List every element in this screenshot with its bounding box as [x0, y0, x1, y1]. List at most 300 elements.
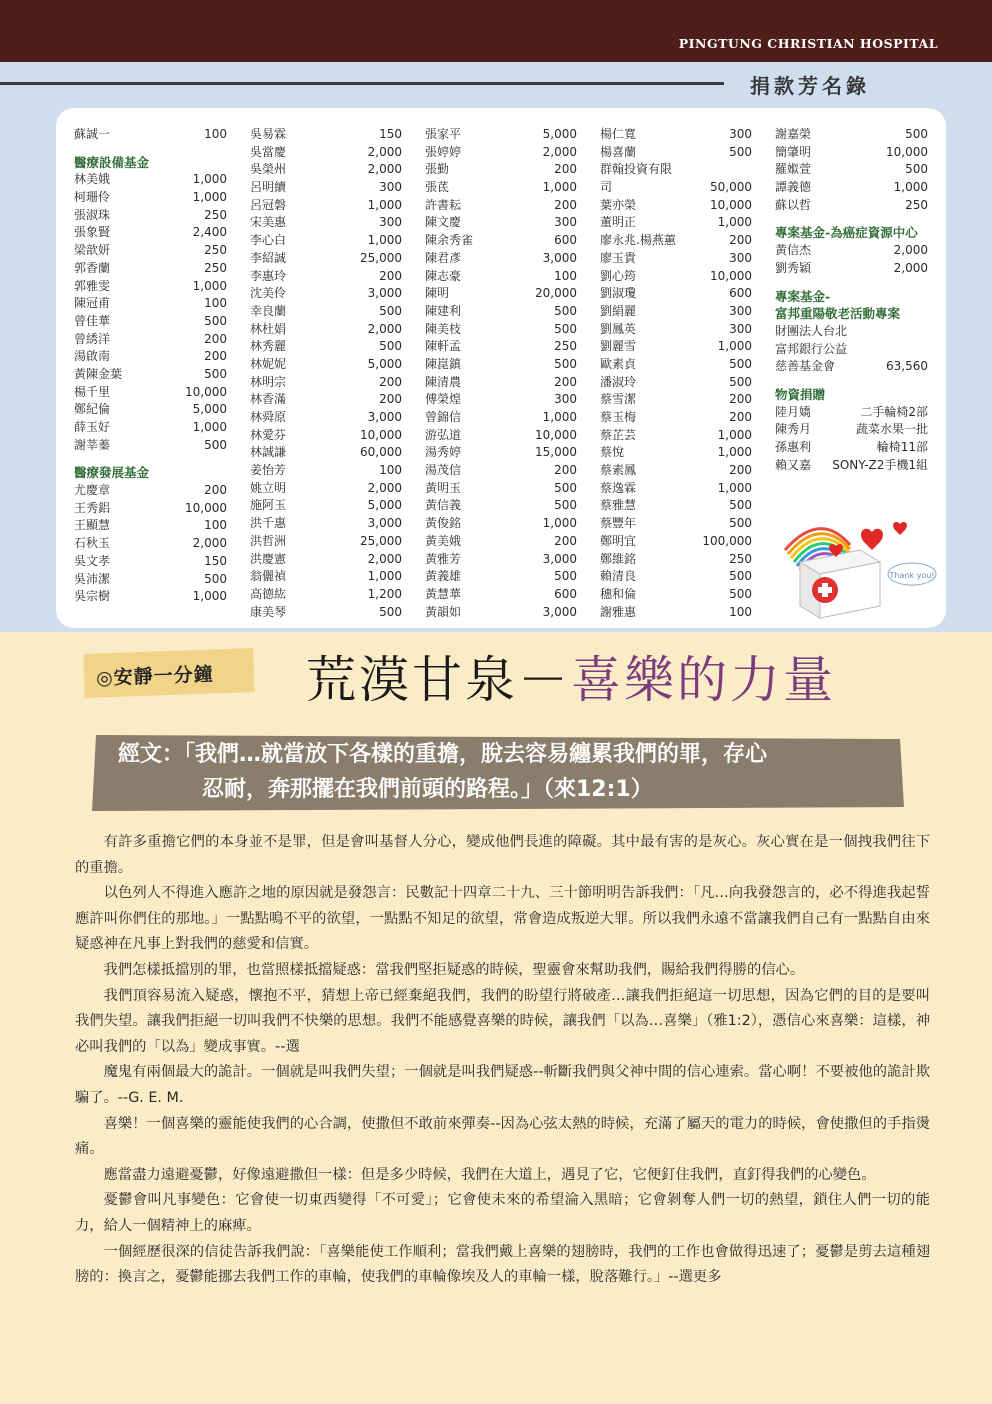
- donor-row: [775, 179, 928, 197]
- donor-name: 林愛芬: [250, 427, 287, 442]
- donor-row: [425, 321, 577, 339]
- donor-name: 薛玉好: [74, 420, 111, 434]
- donor-row: [74, 517, 227, 535]
- donation-amount: 300: [554, 392, 577, 407]
- donor-row: [250, 232, 402, 250]
- donation-amount: 200: [204, 331, 227, 346]
- donation-amount: 500: [379, 303, 402, 318]
- donation-box-illustration: [780, 510, 950, 620]
- donation-amount: 500: [729, 356, 752, 371]
- donor-name: 陳明: [425, 286, 450, 301]
- donor-row: [250, 144, 402, 162]
- donor-row: [74, 224, 227, 242]
- donation-amount: 500: [729, 498, 752, 513]
- donor-row: [74, 189, 227, 207]
- donation-amount: 600: [729, 286, 752, 301]
- donor-name: 林美娥: [74, 172, 111, 187]
- donor-row: [250, 391, 402, 409]
- donor-row: [775, 323, 928, 341]
- donation-amount: 10,000: [535, 427, 577, 442]
- donation-amount: 500: [204, 313, 227, 328]
- donation-amount: 100: [379, 463, 402, 478]
- donor-row: [250, 303, 402, 321]
- donor-name: 沈美伶: [250, 286, 287, 301]
- donor-name: 廖玉貴: [600, 250, 637, 265]
- fund-heading: 醫療發展基金: [74, 465, 150, 481]
- donor-row: [74, 331, 227, 349]
- donor-name: 姚立明: [250, 480, 287, 495]
- donor-row: [425, 497, 577, 515]
- donor-name: 陳君彥: [425, 250, 462, 265]
- donor-name: 王秀鋁: [74, 500, 111, 515]
- donation-amount: 500: [554, 321, 577, 336]
- donor-row: [600, 232, 752, 250]
- donation-amount: 5,000: [367, 356, 402, 371]
- donation-amount: 2,000: [367, 551, 402, 566]
- donation-amount: 5,000: [192, 402, 227, 417]
- donor-row: [425, 232, 577, 250]
- donation-amount: 100: [554, 268, 577, 283]
- donor-row: [600, 444, 752, 462]
- donor-name: 張婷婷: [425, 144, 462, 159]
- donor-row: [425, 533, 577, 551]
- donor-row: [600, 391, 752, 409]
- donor-row: [775, 457, 928, 475]
- fund-heading: 物資捐贈: [775, 386, 826, 402]
- donor-name: 李心白: [250, 233, 287, 248]
- donor-row: [250, 356, 402, 374]
- donor-name: 林舜原: [250, 410, 287, 424]
- donor-name: 潘淑玲: [600, 374, 637, 389]
- donation-amount: 300: [729, 321, 752, 336]
- donation-amount: 20,000: [535, 286, 577, 301]
- donation-amount: 200: [729, 463, 752, 478]
- donor-row: [600, 427, 752, 445]
- donation-amount: 二手輪椅2部: [860, 404, 928, 419]
- donor-row: [425, 197, 577, 215]
- donation-amount: 10,000: [886, 144, 928, 159]
- donor-row: [600, 409, 752, 427]
- donor-row: [74, 278, 227, 296]
- donor-row: [425, 568, 577, 586]
- donation-amount: 300: [729, 250, 752, 265]
- donor-name: 劉麗雪: [600, 339, 637, 354]
- donor-row: [775, 144, 928, 162]
- donor-row: [250, 533, 402, 551]
- fund-heading: 專案基金-為癌症資源中心: [775, 225, 918, 241]
- donor-column-2: [250, 126, 402, 621]
- donation-amount: 500: [204, 366, 227, 381]
- donor-row: [775, 358, 928, 376]
- donation-amount: 25,000: [360, 533, 402, 548]
- donor-row: [250, 551, 402, 569]
- donation-amount: 500: [729, 374, 752, 389]
- donation-amount: 500: [554, 569, 577, 584]
- donor-row: [600, 285, 752, 303]
- donation-amount: 200: [379, 392, 402, 407]
- donor-name: 林秀麗: [250, 339, 287, 354]
- donor-row: [425, 214, 577, 232]
- donation-amount: 3,000: [542, 551, 577, 566]
- donation-amount: 蔬菜水果一批: [855, 422, 928, 437]
- donor-row: [74, 419, 227, 437]
- donation-amount: 500: [204, 437, 227, 452]
- donor-row: [250, 427, 402, 445]
- donor-row: [600, 604, 752, 622]
- donor-name: 劉心筠: [600, 268, 637, 283]
- donation-amount: 1,000: [717, 427, 752, 442]
- donor-row: [425, 374, 577, 392]
- donation-amount: 輪椅11部: [876, 440, 928, 454]
- donation-amount: 2,000: [367, 162, 402, 177]
- donor-name: 湯啟南: [74, 349, 111, 364]
- donor-row: [425, 409, 577, 427]
- donor-row: [74, 588, 227, 606]
- article-paragraph: 一個經歷很深的信徒告訴我們說：「喜樂能使工作順利；當我們戴上喜樂的翅膀時，我們的工作也會做得迅速了；憂鬱是剪去這種翅膀的：換言之，憂鬱能挪去我們工作的車輪，使我們的車輪像埃及人的車輪一樣，脫落難行。」--選更多: [75, 1243, 930, 1286]
- donation-amount: 300: [554, 215, 577, 230]
- donor-name: 譚義德: [775, 180, 812, 195]
- donation-amount: 250: [729, 551, 752, 566]
- donation-amount: 2,000: [367, 321, 402, 336]
- donor-row: [775, 260, 928, 278]
- donor-name: 洪哲洲: [250, 533, 287, 548]
- donor-name: 劉絹麗: [600, 303, 637, 318]
- donor-name: 謝雅惠: [600, 604, 637, 619]
- donor-name: 高德紘: [250, 586, 287, 601]
- article-paragraph: 魔鬼有兩個最大的詭計。一個就是叫我們失望；一個就是叫我們疑惑--斬斷我們與父神中間的信心連索。當心啊！不要被他的詭計欺騙了。--G. E. M.: [75, 1064, 930, 1106]
- article-paragraph: 有許多重擔它們的本身並不是罪，但是會叫基督人分心，變成他們長進的障礙。其中最有害的是灰心。灰心實在是一個拽我們往下的重擔。: [75, 834, 930, 876]
- section-title: 捐款芳名錄: [750, 74, 870, 98]
- donation-amount: 600: [554, 233, 577, 248]
- donation-amount: 250: [554, 339, 577, 354]
- donor-row: [250, 214, 402, 232]
- donation-amount: 1,200: [367, 586, 402, 601]
- donation-amount: 250: [204, 243, 227, 258]
- donation-amount: 500: [379, 604, 402, 619]
- donor-name: 幸良蘭: [250, 303, 287, 318]
- article-paragraph: 應當盡力遠避憂鬱，好像遠避撒但一樣：但是多少時候，我們在大道上，遇見了它，它便釘住我們，直釘得我們的心變色。: [103, 1166, 876, 1183]
- donor-row: [600, 197, 752, 215]
- donor-name: 吳當慶: [250, 144, 287, 159]
- donor-name: 曾綉洋: [74, 331, 111, 346]
- donation-amount: 200: [729, 233, 752, 248]
- donor-row: [775, 421, 928, 439]
- heart-icon-small: [893, 522, 907, 535]
- donation-amount: 500: [729, 144, 752, 159]
- donation-amount: 500: [379, 339, 402, 354]
- donor-row: [775, 242, 928, 260]
- donor-name: 慈善基金會: [775, 359, 836, 374]
- donor-name: 陳清農: [425, 374, 462, 389]
- donor-name: 賴清良: [600, 569, 637, 584]
- donation-amount: 200: [204, 483, 227, 498]
- donation-amount: 200: [379, 374, 402, 389]
- donor-name: 葉亦榮: [600, 197, 637, 212]
- donation-amount: 60,000: [360, 445, 402, 460]
- donor-name: 賴又嘉: [775, 457, 812, 472]
- donor-row: [425, 586, 577, 604]
- donor-row: [250, 604, 402, 622]
- donation-amount: 1,000: [717, 445, 752, 460]
- donor-row: [600, 250, 752, 268]
- donor-name: 司: [600, 180, 613, 195]
- donor-name: 財團法人台北: [775, 323, 848, 338]
- donor-name: 黃信義: [425, 498, 462, 513]
- article-title-part2: 喜樂的力量: [571, 651, 836, 709]
- donor-name: 洪慶憲: [250, 551, 287, 566]
- donor-name: 黃俊銘: [425, 516, 462, 531]
- donor-row: [74, 242, 227, 260]
- donor-name: 尤慶章: [74, 483, 111, 498]
- donor-row: [250, 285, 402, 303]
- donor-name: 吳宗樹: [74, 589, 111, 604]
- donor-row: [250, 568, 402, 586]
- donor-name: 洪千惠: [250, 516, 287, 531]
- article-paragraph: 憂鬱會叫凡事變色：它會使一切東西變得「不可愛」；它會使未來的希望淪入黑暗；它會剝奪人們一切的熱望，鎖住人們一切的能力，給人一個精神上的麻痺。: [75, 1192, 930, 1234]
- donation-amount: 1,000: [192, 278, 227, 293]
- donor-row: [600, 321, 752, 339]
- donation-amount: 500: [729, 586, 752, 601]
- donor-name: 謝嘉榮: [775, 127, 812, 141]
- spacer: [775, 214, 928, 224]
- article-title-part1: 荒漠甘泉－: [306, 651, 571, 709]
- donor-name: 林妮妮: [250, 356, 287, 371]
- donation-amount: 3,000: [367, 516, 402, 531]
- donor-name: 穗和倫: [600, 586, 637, 601]
- donation-amount: 150: [204, 553, 227, 568]
- donor-row: [600, 161, 752, 179]
- quiet-minute-tag: [83, 648, 254, 698]
- article-body: [75, 830, 930, 1291]
- donation-amount: 1,000: [192, 420, 227, 434]
- donor-column-3: [425, 126, 577, 621]
- donor-name: 蔡芷芸: [600, 427, 637, 442]
- donation-amount: 200: [554, 162, 577, 177]
- donor-row: [250, 250, 402, 268]
- donation-amount: 300: [379, 180, 402, 195]
- donor-name: 呂冠磐: [250, 197, 287, 212]
- hospital-name: PINGTUNG CHRISTIAN HOSPITAL: [678, 36, 938, 51]
- donation-amount: 1,000: [192, 190, 227, 205]
- donor-row: [775, 126, 928, 144]
- donation-amount: 10,000: [710, 268, 752, 283]
- donor-name: 張淑珠: [74, 207, 111, 222]
- fund-heading: 醫療設備基金: [74, 154, 150, 170]
- donation-amount: 500: [905, 162, 928, 177]
- donation-amount: 300: [379, 215, 402, 230]
- donor-name: 陳余秀雀: [425, 233, 474, 248]
- donor-row: [425, 161, 577, 179]
- donation-amount: 3,000: [367, 410, 402, 424]
- verse-line-1: 經文：「我們…就當放下各樣的重擔，脫去容易纏累我們的罪，存心: [118, 742, 768, 767]
- donor-name: 施阿玉: [250, 498, 287, 513]
- donation-amount: 250: [905, 197, 928, 212]
- donor-row: [600, 462, 752, 480]
- donor-name: 董明正: [600, 215, 637, 230]
- donor-row: [74, 384, 227, 402]
- donor-name: 吳榮州: [250, 162, 287, 177]
- donor-row: [250, 586, 402, 604]
- donor-name: 陸月嬌: [775, 404, 812, 419]
- donor-row: [775, 161, 928, 179]
- donor-name: 群翰投資有限: [600, 162, 673, 177]
- donor-name: 湯秀婷: [425, 445, 462, 460]
- donor-row: [74, 482, 227, 500]
- donor-row: [425, 356, 577, 374]
- donor-row: [600, 338, 752, 356]
- donation-amount: 5,000: [367, 498, 402, 513]
- donor-row: [425, 338, 577, 356]
- donor-name: 廖永兆.楊燕蕙: [600, 233, 676, 248]
- donor-row: [74, 313, 227, 331]
- donor-name: 鄭明宜: [600, 533, 637, 548]
- donation-amount: 10,000: [185, 384, 227, 399]
- donation-amount: 3,000: [367, 286, 402, 301]
- donor-name: 郭雅雯: [74, 278, 111, 293]
- donor-name: 許書耘: [425, 197, 462, 212]
- donation-amount: 150: [379, 127, 402, 141]
- donor-row: [74, 535, 227, 553]
- donor-name: 劉鳳英: [600, 321, 637, 336]
- donor-row: [425, 551, 577, 569]
- donation-amount: 10,000: [710, 197, 752, 212]
- donor-row: [74, 126, 227, 144]
- donor-row: [74, 500, 227, 518]
- donation-amount: 1,000: [367, 233, 402, 248]
- donor-row: [250, 444, 402, 462]
- donor-name: 蔡雅慧: [600, 498, 637, 513]
- verse-line-2: 忍耐，奔那擺在我們前頭的路程。」（來12:1）: [202, 777, 653, 802]
- donation-amount: 2,000: [893, 243, 928, 258]
- donor-row: [775, 439, 928, 457]
- donor-name: 曾錦信: [425, 410, 462, 424]
- donor-name: 張茋: [425, 180, 450, 195]
- donor-row: [250, 126, 402, 144]
- donor-row: [250, 321, 402, 339]
- donor-row: [74, 348, 227, 366]
- donor-name: 湯茂信: [425, 463, 462, 478]
- donation-amount: 250: [204, 260, 227, 275]
- donor-name: 謝莘蓁: [74, 437, 111, 452]
- article-title: [306, 640, 836, 712]
- donation-amount: 3,000: [542, 250, 577, 265]
- donation-amount: 1,000: [717, 215, 752, 230]
- donation-amount: 100,000: [702, 533, 752, 548]
- donor-name: 蔡逸霖: [600, 480, 637, 495]
- donor-name: 翁儷禎: [250, 569, 287, 584]
- donation-amount: 2,000: [367, 480, 402, 495]
- donation-amount: 1,000: [367, 569, 402, 584]
- donor-name: 蔡玉梅: [600, 410, 637, 424]
- donation-amount: 1,000: [192, 172, 227, 187]
- donor-name: 李惠玲: [250, 268, 287, 283]
- donation-amount: 100: [204, 127, 227, 141]
- donor-name: 林誠謙: [250, 445, 287, 460]
- donor-row: [74, 366, 227, 384]
- donation-amount: 300: [729, 303, 752, 318]
- donor-row: [425, 515, 577, 533]
- donor-name: 林杜娟: [250, 321, 287, 336]
- donor-name: 張家平: [425, 127, 462, 141]
- donor-row: [74, 437, 227, 455]
- donation-amount: 200: [729, 410, 752, 424]
- donor-name: 蔡素鳳: [600, 463, 637, 478]
- donor-row: [250, 179, 402, 197]
- donor-name: 歐素貞: [600, 356, 637, 371]
- donation-amount: 5,000: [542, 127, 577, 141]
- donor-name: 劉淑瓊: [600, 286, 637, 301]
- donor-row: [250, 197, 402, 215]
- donor-name: 陳建利: [425, 303, 462, 318]
- donor-row: [600, 374, 752, 392]
- spacer: [74, 144, 227, 154]
- donor-row: [600, 497, 752, 515]
- donor-name: 簡肇明: [775, 144, 812, 159]
- donation-amount: 1,000: [717, 480, 752, 495]
- donor-row: [600, 586, 752, 604]
- donor-row: [74, 553, 227, 571]
- donor-name: 鄭維銘: [600, 551, 637, 566]
- donor-row: [425, 126, 577, 144]
- donation-amount: 10,000: [185, 500, 227, 515]
- donor-name: 黃慧華: [425, 586, 462, 601]
- donation-amount: 50,000: [710, 180, 752, 195]
- donor-name: 林香滿: [250, 392, 287, 407]
- donor-row: [74, 295, 227, 313]
- donation-amount: 500: [554, 356, 577, 371]
- donor-row: [250, 497, 402, 515]
- donor-name: 吳易霖: [250, 127, 287, 141]
- donor-row: [600, 179, 752, 197]
- donor-name: 石秋玉: [74, 536, 111, 551]
- donor-name: 吳沛潔: [74, 571, 111, 586]
- article-paragraph: 喜樂！一個喜樂的靈能使我們的心合調，使撒但不敢前來彈奏--因為心弦太熱的時候，充滿了屬天的電力的時候，會使撒但的手指燙痛。: [75, 1115, 930, 1158]
- donor-name: 吳文孝: [74, 553, 111, 568]
- donation-amount: 500: [554, 480, 577, 495]
- donor-name: 蔡悅: [600, 445, 625, 460]
- donor-name: 蘇以哲: [775, 197, 812, 212]
- donor-name: 羅娰萱: [775, 162, 812, 177]
- donor-name: 游弘道: [425, 427, 462, 442]
- donor-name: 劉秀穎: [775, 260, 812, 275]
- donor-name: 張勤: [425, 162, 450, 177]
- donor-name: 蔡豐年: [600, 516, 637, 531]
- donor-row: [600, 568, 752, 586]
- donation-amount: 25,000: [360, 250, 402, 265]
- donor-row: [600, 303, 752, 321]
- donor-name: 康美琴: [250, 604, 287, 619]
- donor-name: 陳志豪: [425, 268, 462, 283]
- donor-row: [250, 480, 402, 498]
- spacer: [74, 454, 227, 464]
- donor-row: [74, 571, 227, 589]
- donation-amount: 1,000: [542, 410, 577, 424]
- donor-row: [775, 197, 928, 215]
- donor-name: 姜怡芳: [250, 463, 287, 478]
- spacer: [775, 278, 928, 288]
- donor-row: [600, 551, 752, 569]
- header-rule: [0, 82, 724, 85]
- donation-amount: 2,000: [192, 536, 227, 551]
- donor-row: [775, 404, 928, 422]
- donor-name: 柯珊伶: [74, 190, 111, 205]
- donor-column-4: [600, 126, 752, 621]
- donation-amount: 600: [554, 586, 577, 601]
- donor-row: [425, 462, 577, 480]
- donor-row: [600, 533, 752, 551]
- donor-column-5: [775, 126, 928, 474]
- donor-row: [425, 144, 577, 162]
